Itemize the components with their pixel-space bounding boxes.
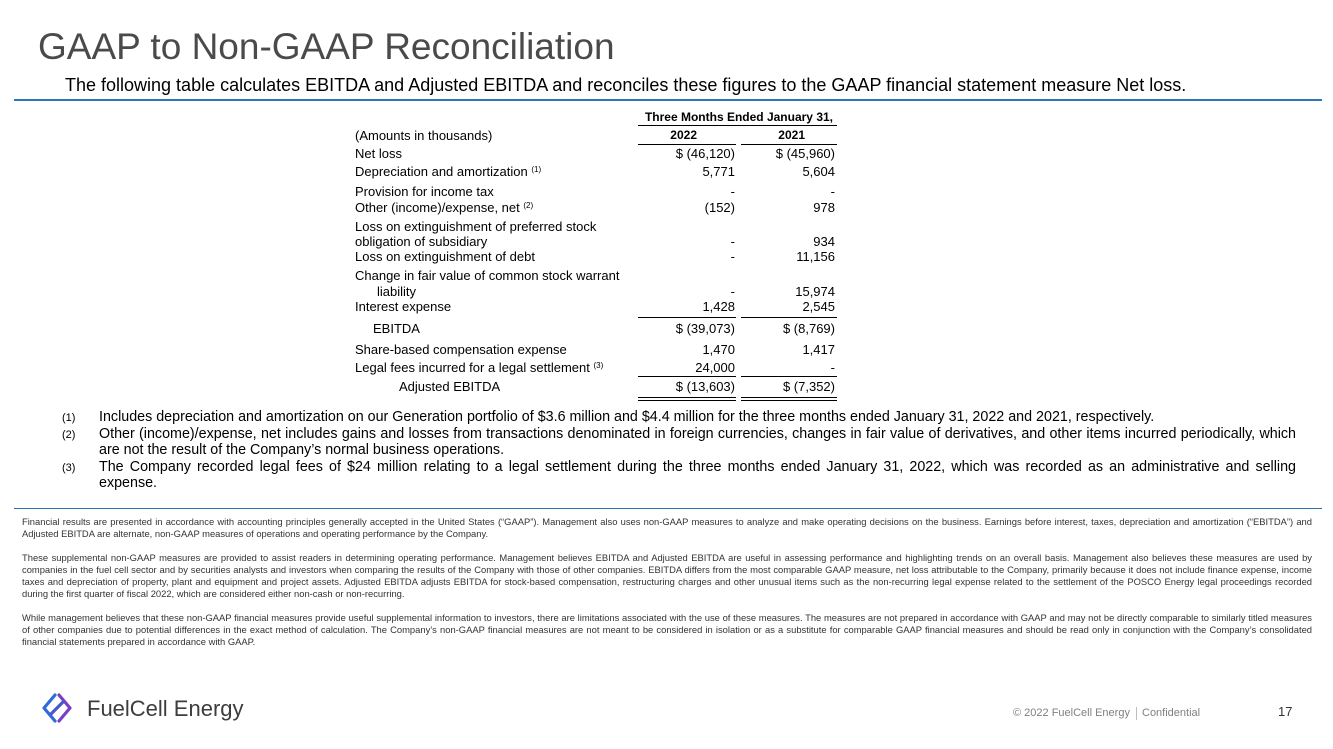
row-value-2022: 1,470 xyxy=(702,342,735,357)
adj-ebitda-col2-rule xyxy=(741,376,837,377)
logo-text: FuelCell Energy xyxy=(87,696,244,721)
row-label-text: Other (income)/expense, net xyxy=(355,200,520,215)
row-value-2022: 24,000 xyxy=(695,360,735,375)
adj-ebitda-col1-double-rule-a xyxy=(638,397,736,398)
row-label: Change in fair value of common stock warrant xyxy=(355,268,620,283)
adj-ebitda-col2-double-rule-b xyxy=(741,400,837,401)
adj-ebitda-col2-double-rule-a xyxy=(741,397,837,398)
disclaimer xyxy=(22,516,1312,660)
row-label: Net loss xyxy=(355,146,402,161)
row-value-2022: $ (13,603) xyxy=(675,379,735,394)
footnote-number: (1) xyxy=(62,412,76,424)
footnote-text: Includes depreciation and amortization on our Generation portfolio of $3.6 million and $4.4 million for the three months ended January 31, 2022 and 2021, respectively. xyxy=(99,409,1155,425)
row-value-2022: - xyxy=(730,249,735,264)
copyright: © 2022 FuelCell Energy xyxy=(1013,707,1130,719)
col1-header-underline xyxy=(638,144,736,145)
footnote-ref: (3) xyxy=(593,361,604,370)
row-value-2021: $ (8,769) xyxy=(782,321,835,336)
row-label: EBITDA xyxy=(373,321,420,336)
row-label: Adjusted EBITDA xyxy=(399,379,501,394)
row-value-2021: 934 xyxy=(813,234,835,249)
ebitda-col1-rule xyxy=(638,317,736,318)
row-label xyxy=(355,164,541,179)
footnote-1 xyxy=(60,409,1296,426)
footnote-text: Other (income)/expense, net includes gains and losses from transactions denominated in foreign currencies, changes in fair value of derivatives, and other items incurred periodically, which are not the result of the Company’s normal business operations. xyxy=(99,425,1296,458)
page-number: 17 xyxy=(1278,704,1293,719)
adj-ebitda-col1-rule xyxy=(638,376,736,377)
row-value-2022: - xyxy=(730,234,735,249)
row-value-2021: 15,974 xyxy=(795,284,835,299)
row-label: obligation of subsidiary xyxy=(355,234,488,249)
page-title: GAAP to Non-GAAP Reconciliation xyxy=(38,26,615,67)
row-value-2022: (152) xyxy=(704,200,735,215)
disclaimer-paragraph-3: While management believes that these non-GAAP financial measures provide useful supplemental information to investors, there are limitations associated with the use of these measures. The measures are not prepared in accordance with GAAP and may not be directly comparable to similarly titled measures of other companies due to potential differences in the exact method of calculation. The Company’s non-GAAP financial measures are not meant to be considered in isolation or as a substitute for comparable GAAP financial measures and should be read only in conjunction with the Company’s consolidated financial statements prepared in accordance with GAAP. xyxy=(22,612,1312,647)
row-label-text: Depreciation and amortization xyxy=(355,164,528,179)
row-value-2021: $ (45,960) xyxy=(775,146,835,161)
footnote-text: The Company recorded legal fees of $24 million relating to a legal settlement during the three months ended January 31, 2022, which was recorded as an administrative and selling expense. xyxy=(99,458,1296,491)
column-header-2022: 2022 xyxy=(670,128,697,142)
footnote-number: (2) xyxy=(62,428,76,441)
col2-header-underline xyxy=(741,144,837,145)
row-value-2021: 11,156 xyxy=(796,249,835,264)
title-divider xyxy=(14,99,1322,101)
footnotes xyxy=(60,409,1296,492)
column-header-2021: 2021 xyxy=(778,128,805,142)
row-label: Loss on extinguishment of debt xyxy=(355,249,535,264)
row-value-2021: 5,604 xyxy=(802,164,835,179)
footnote-2 xyxy=(60,426,1296,459)
fuelcell-logo-icon xyxy=(40,693,74,723)
row-value-2022: 1,428 xyxy=(702,299,735,314)
confidential-label: Confidential xyxy=(1142,707,1201,719)
footnote-ref: (1) xyxy=(531,165,542,174)
row-label-text: Legal fees incurred for a legal settlement xyxy=(355,360,590,375)
row-label: liability xyxy=(377,284,417,299)
disclaimer-paragraph-2: These supplemental non-GAAP measures are provided to assist readers in determining operating performance. Management believes EBITDA and Adjusted EBITDA are useful in assessing performance and highlighting trends on an overall basis. Management also believes these measures are used by companies in the fuel cell sector and by securities analysts and investors when comparing the results of the Company with those of other companies. EBITDA differs from the most comparable GAAP measure, net loss attributable to the Company, primarily because it does not include finance expense, income taxes and depreciation of property, plant and equipment and project assets. Adjusted EBITDA adjusts EBITDA for stock-based compensation, restructuring charges and other unusual items such as the non-recurring legal expense related to the settlement of the POSCO Energy legal proceedings recorded during the first quarter of fiscal 2022, which are considered either non-cash or non-recurring. xyxy=(22,552,1312,599)
row-value-2022: - xyxy=(730,284,735,299)
footer-separator xyxy=(1136,707,1137,720)
row-value-2021: 1,417 xyxy=(802,342,835,357)
row-label: Interest expense xyxy=(355,299,452,314)
footnote-ref: (2) xyxy=(523,201,534,210)
row-value-2021: 978 xyxy=(813,200,835,215)
disclaimer-paragraph-1: Financial results are presented in accordance with accounting principles generally accepted in the United States (“GAAP”). Management also uses non-GAAP measures to analyze and make operating decisions on the business. Earnings before interest, taxes, depreciation and amortization (“EBITDA”) and Adjusted EBITDA are alternate, non-GAAP measures of operations and operating performance by the Company. xyxy=(22,516,1312,539)
row-label: Share-based compensation expense xyxy=(355,342,567,357)
row-value-2021: 2,545 xyxy=(802,299,835,314)
row-label: Provision for income tax xyxy=(355,184,494,199)
row-value-2021: - xyxy=(830,184,835,199)
footnote-number: (3) xyxy=(62,461,76,474)
row-value-2022: - xyxy=(730,184,735,199)
period-header: Three Months Ended January 31, xyxy=(644,110,833,124)
row-value-2022: $ (46,120) xyxy=(675,146,735,161)
adj-ebitda-col1-double-rule-b xyxy=(638,400,736,401)
disclaimer-divider xyxy=(14,508,1322,509)
units-label: (Amounts in thousands) xyxy=(355,128,493,143)
row-value-2022: $ (39,073) xyxy=(675,321,735,336)
row-value-2021: $ (7,352) xyxy=(782,379,835,394)
row-label xyxy=(355,200,533,215)
footnote-3 xyxy=(60,459,1296,492)
ebitda-col2-rule xyxy=(741,317,837,318)
row-label: Loss on extinguishment of preferred stock xyxy=(355,219,597,234)
page-subtitle: The following table calculates EBITDA and Adjusted EBITDA and reconciles these figures to the GAAP financial statement measure Net loss. xyxy=(65,75,1187,95)
row-label xyxy=(355,360,603,375)
period-header-underline xyxy=(638,125,837,126)
row-value-2021: - xyxy=(830,360,835,375)
row-value-2022: 5,771 xyxy=(702,164,735,179)
